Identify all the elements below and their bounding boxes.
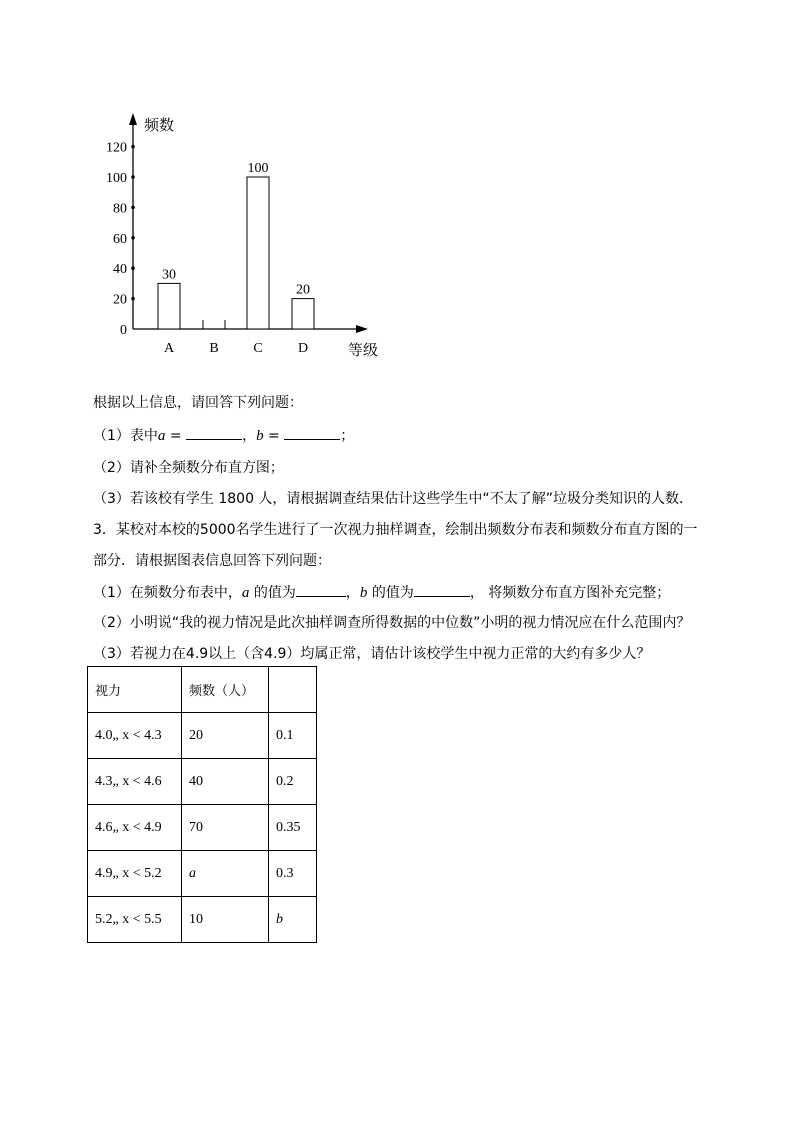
- y-tick-label: 120: [106, 140, 127, 156]
- data-label-C: 100: [247, 161, 269, 176]
- table-row: [88, 759, 317, 805]
- q2-part2: （2）请补全频数分布直方图；: [93, 460, 284, 476]
- table-row: [88, 897, 317, 943]
- q3-stem-line2: 部分．请根据图表信息回答下列问题：: [93, 553, 331, 569]
- y-tick-dot: [131, 175, 135, 179]
- table-row: [88, 851, 317, 897]
- table-row: [88, 805, 317, 851]
- q3-part1-text: 的值为: [249, 585, 296, 601]
- count-cell: a: [182, 851, 269, 897]
- y-tick-label: 60: [113, 231, 127, 247]
- q3-part1-text2: 的值为: [367, 585, 414, 601]
- ratio-cell: b: [269, 897, 317, 943]
- header-vision: 视力: [88, 667, 182, 713]
- y-axis-label: 频数: [144, 116, 175, 134]
- answer-blank-a[interactable]: [296, 584, 346, 597]
- header-frequency: 频数（人）: [182, 667, 269, 713]
- category-label-B: B: [209, 341, 219, 356]
- var-b: b: [359, 585, 368, 601]
- count-cell: 70: [182, 805, 269, 851]
- range-cell: 4.6„ x < 4.9: [88, 805, 182, 851]
- range-cell: 4.0„ x < 4.3: [88, 713, 182, 759]
- data-label-A: 30: [162, 267, 176, 283]
- comma: ，: [242, 428, 257, 444]
- range-cell: 4.9„ x < 5.2: [88, 851, 182, 897]
- semicolon: ；: [340, 428, 355, 444]
- ratio-cell: 0.1: [269, 713, 317, 759]
- q2-part3: （3）若该校有学生 1800 人，请根据调查结果估计这些学生中“不太了解”垃圾分类知识的人数．: [93, 491, 693, 507]
- category-label-A: A: [163, 341, 175, 356]
- var-b: b: [256, 428, 264, 444]
- data-label-D: 20: [296, 282, 310, 298]
- q2-intro: 根据以上信息，请回答下列问题：: [93, 395, 303, 411]
- bar-A: [158, 283, 180, 329]
- ratio-cell: 0.3: [269, 851, 317, 897]
- y-axis-arrow: [129, 113, 137, 125]
- count-cell: 20: [182, 713, 269, 759]
- var-a: a: [241, 585, 250, 601]
- frequency-table: [87, 666, 317, 943]
- y-tick-dot: [131, 297, 135, 301]
- comma: ，: [345, 585, 360, 601]
- table-row: [88, 713, 317, 759]
- y-tick-dot: [131, 145, 135, 149]
- table-header-row: [88, 667, 317, 713]
- y-tick-dot: [131, 236, 135, 240]
- header-blank: [269, 667, 317, 713]
- q3-part1-tail: ， 将频数分布直方图补充完整；: [469, 585, 671, 601]
- var-a: a: [157, 428, 166, 444]
- q3-part1-lead: （1）在频数分布表中，: [93, 585, 242, 601]
- eq-sign: =: [165, 428, 187, 444]
- y-tick-label: 40: [113, 262, 127, 278]
- frequency-histogram: [100, 105, 390, 365]
- y-tick-dot: [131, 266, 135, 270]
- q3-part2: （2）小明说“我的视力情况是此次抽样调查所得数据的中位数”小明的视力情况应在什么范围内？: [93, 615, 691, 631]
- ratio-cell: 0.2: [269, 759, 317, 805]
- range-cell: 5.2„ x < 5.5: [88, 897, 182, 943]
- category-label-C: C: [253, 341, 263, 356]
- q2-part1: [93, 425, 354, 445]
- answer-blank-a[interactable]: [186, 427, 242, 440]
- y-tick-label: 20: [113, 292, 127, 308]
- y-ticks: [106, 141, 135, 338]
- y-tick-dot: [131, 206, 135, 210]
- y-tick-label: 0: [120, 323, 127, 338]
- ratio-cell: 0.35: [269, 805, 317, 851]
- category-label-D: D: [297, 341, 309, 356]
- y-tick-label: 100: [106, 171, 127, 186]
- eq-sign: =: [263, 428, 285, 444]
- y-tick-label: 80: [113, 201, 127, 217]
- count-cell: 40: [182, 759, 269, 805]
- q3-part1: [93, 582, 670, 602]
- x-categories: [164, 341, 308, 356]
- count-cell: 10: [182, 897, 269, 943]
- q2-part1-lead: （1）表中: [93, 428, 158, 444]
- bars: [158, 161, 314, 329]
- answer-blank-b[interactable]: [284, 427, 340, 440]
- range-cell: 4.3„ x < 4.6: [88, 759, 182, 805]
- bar-C: [247, 177, 269, 329]
- x-axis-label: 等级: [348, 341, 379, 359]
- q3-stem-line1: 3．某校对本校的5000名学生进行了一次视力抽样调查，绘制出频数分布表和频数分布直方图的一: [93, 522, 698, 538]
- q3-part3: （3）若视力在4.9以上（含4.9）均属正常，请估计该校学生中视力正常的大约有多少人？: [93, 646, 651, 662]
- answer-blank-b[interactable]: [414, 584, 470, 597]
- x-axis-arrow: [356, 325, 368, 333]
- bar-D: [292, 299, 314, 329]
